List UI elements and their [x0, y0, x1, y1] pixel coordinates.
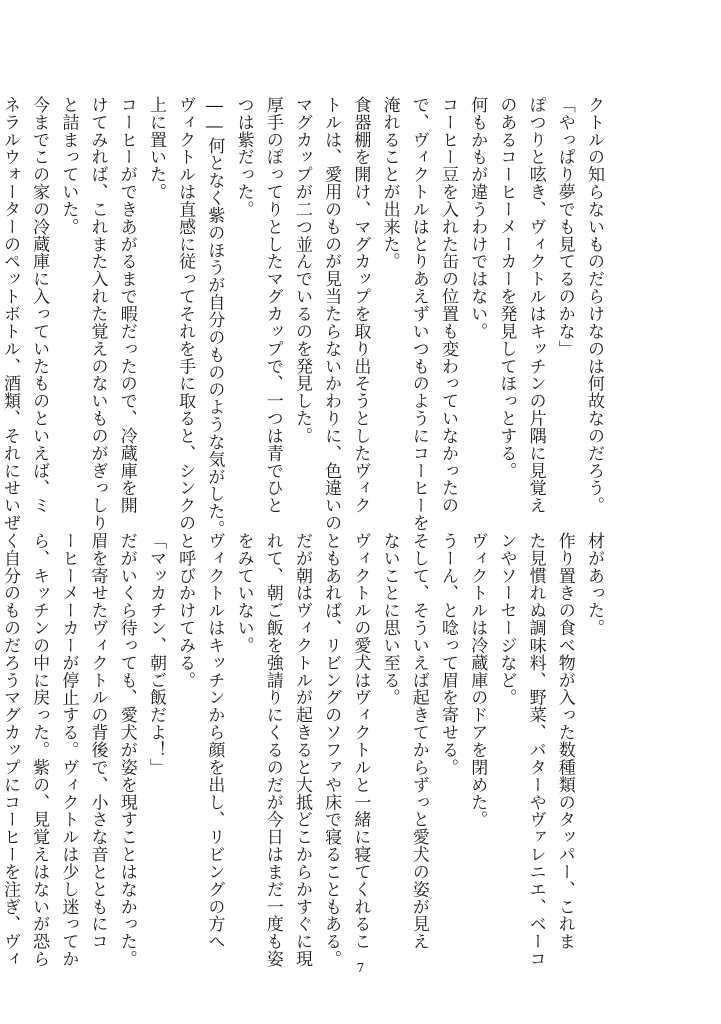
- text-line: た見慣れぬ調味料、野菜、バターやヴァレニエ、ベーコ: [525, 532, 546, 968]
- text-line: 厚手のぽってりとしたマグカップで、一つは青でひと: [262, 96, 283, 515]
- text-line: で、ヴィクトルはとりあえずいつものようにコーヒーを: [408, 96, 429, 532]
- text-line: マグカップが二つ並んでいるのを発見した。: [291, 96, 312, 445]
- text-line: 作り置きの食べ物が入った数種類のタッパー、これま: [554, 532, 575, 951]
- text-line: ヴィクトルの愛犬はヴィクトルと一緒に寝てくれるこ: [350, 532, 371, 951]
- text-line: ンやソーセージなど。: [496, 532, 517, 707]
- text-line: ぽつりと呟き、ヴィクトルはキッチンの片隅に見覚え: [525, 96, 546, 515]
- text-line: ーヒーメーカーが停止する。ヴィクトルは少し迷ってか: [58, 532, 79, 968]
- text-line: 「やっぱり夢でも見てるのかな」: [554, 96, 575, 358]
- text-line: ――何となく紫のほうが自分のもののような気がした。: [204, 96, 225, 538]
- text-line: 眉を寄せたヴィクトルの背後で、小さな音とともにコ: [87, 532, 108, 951]
- text-line: と詰まっていた。: [58, 96, 79, 236]
- text-line: うーん、と唸って眉を寄せる。: [437, 532, 458, 776]
- text-line: く自分のものだろうマグカップにコーヒーを注ぎ、ヴィ: [0, 532, 20, 968]
- text-line: ヴィクトルはキッチンから顔を出し、リビングの方へ: [204, 532, 225, 951]
- text-line: つは紫だった。: [233, 96, 254, 218]
- text-line: 「マッカチン、朝ご飯だよ！」: [145, 532, 166, 776]
- text-line: コーヒー豆を入れた缶の位置も変わっていなかったの: [437, 96, 458, 515]
- text-line: ネラルウォーターのペットボトル、酒類、それにせいぜ: [0, 96, 20, 532]
- text-line: だがいくら待っても、愛犬が姿を現すことはなかった。: [116, 532, 137, 968]
- text-line: 何もかもが違うわけではない。: [467, 96, 488, 340]
- text-line: ら、キッチンの中に戻った。紫の、見覚えはないが恐ら: [29, 532, 50, 968]
- text-line: 材があった。: [584, 532, 604, 637]
- text-line: 淹れることが出来た。: [379, 96, 400, 271]
- text-line: 上に置いた。: [145, 96, 166, 201]
- text-line: のあるコーヒーメーカーを発見してほっとする。: [496, 96, 517, 480]
- text-line: ないことに思い至る。: [379, 532, 400, 707]
- text-line: そして、そういえば起きてからずっと愛犬の姿が見え: [408, 532, 429, 951]
- text-line: 食器棚を開け、マグカップを取り出そうとしたヴィク: [350, 96, 371, 515]
- text-line: 今までこの家の冷蔵庫に入っていたものといえば、ミ: [29, 96, 50, 515]
- text-line: だが朝はヴィクトルが起きると大抵どこからかすぐに現: [291, 532, 312, 968]
- upper-text-block: [0, 96, 608, 538]
- text-line: ヴィクトルは冷蔵庫のドアを閉めた。: [467, 532, 488, 829]
- text-line: トルは、愛用のものが見当たらないかわりに、色違いの: [321, 96, 342, 532]
- text-line: コーヒーができあがるまで暇だったので、冷蔵庫を開: [116, 96, 137, 515]
- lower-text-block: [0, 532, 608, 968]
- text-line: ともあれば、リビングのソファや床で寝ることもある。: [321, 532, 342, 968]
- text-line: をみていない。: [233, 532, 254, 654]
- text-line: けてみれば、これまた入れた覚えのないものがぎっしり: [87, 96, 108, 532]
- text-line: クトルの知らないものだらけなのは何故なのだろう。: [584, 96, 604, 515]
- page-number: 7: [356, 961, 365, 975]
- text-line: れて、朝ご飯を強請りにくるのだが今日はまだ一度も姿: [262, 532, 283, 968]
- text-line: ヴィクトルは直感に従ってそれを手に取ると、シンクの: [175, 96, 196, 532]
- text-line: と呼びかけてみる。: [175, 532, 196, 689]
